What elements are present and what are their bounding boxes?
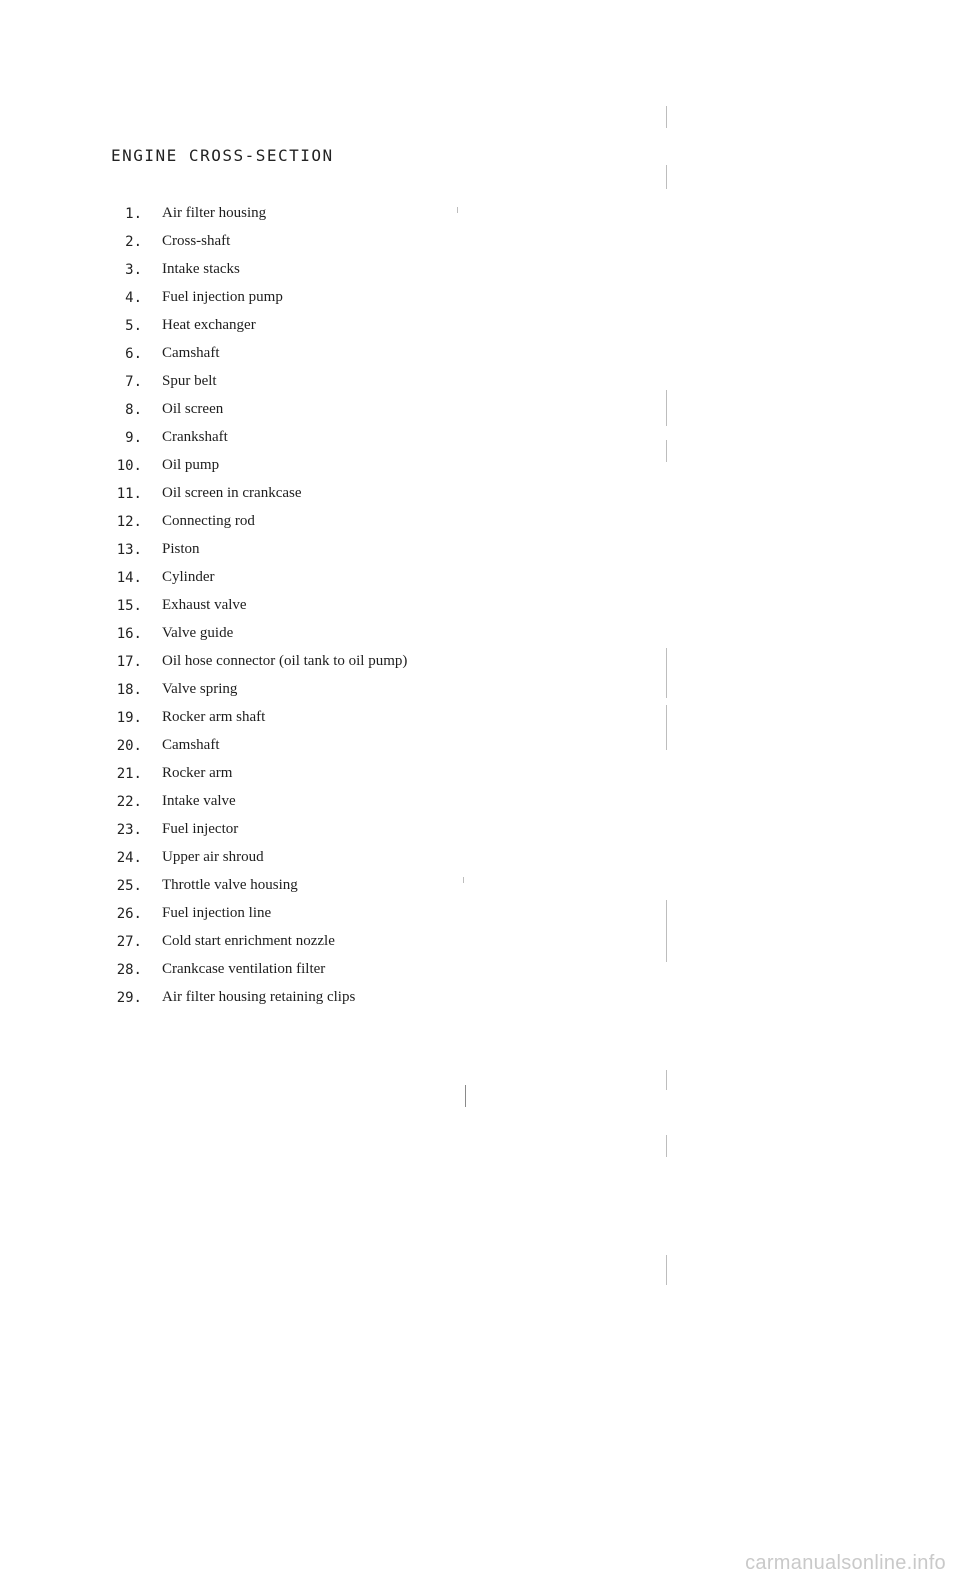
part-number: 2. xyxy=(125,234,142,250)
part-name: Spur belt xyxy=(162,373,217,389)
part-name: Fuel injection pump xyxy=(162,289,283,305)
scan-speck xyxy=(666,165,667,189)
list-item xyxy=(108,567,488,595)
part-name: Oil screen in crankcase xyxy=(162,485,302,501)
part-number: 8. xyxy=(125,402,142,418)
part-name: Valve spring xyxy=(162,681,238,697)
list-item xyxy=(108,399,488,427)
part-number: 1. xyxy=(125,206,142,222)
part-name: Fuel injector xyxy=(162,821,239,837)
part-number: 5. xyxy=(125,318,142,334)
list-item xyxy=(108,231,488,259)
part-name: Air filter housing xyxy=(162,205,267,221)
scan-speck xyxy=(463,877,464,883)
part-number: 20. xyxy=(116,738,142,754)
part-name: Oil screen xyxy=(162,401,224,417)
list-item xyxy=(108,427,488,455)
part-number: 19. xyxy=(116,710,142,726)
list-item xyxy=(108,791,488,819)
scan-speck xyxy=(666,900,667,962)
part-number: 24. xyxy=(116,850,142,866)
part-name: Camshaft xyxy=(162,345,220,361)
part-name: Cold start enrichment nozzle xyxy=(162,933,335,949)
part-name: Fuel injection line xyxy=(162,905,272,921)
list-item xyxy=(108,539,488,567)
list-item xyxy=(108,847,488,875)
list-item xyxy=(108,315,488,343)
part-number: 12. xyxy=(116,514,142,530)
list-item xyxy=(108,707,488,735)
part-name: Valve guide xyxy=(162,625,234,641)
parts-list xyxy=(108,203,488,1015)
part-name: Throttle valve housing xyxy=(162,877,298,893)
list-item xyxy=(108,679,488,707)
part-name: Intake stacks xyxy=(162,261,240,277)
part-name: Oil hose connector (oil tank to oil pump) xyxy=(162,653,408,669)
part-name: Oil pump xyxy=(162,457,220,473)
scan-speck xyxy=(457,207,458,213)
part-number: 25. xyxy=(116,878,142,894)
list-item xyxy=(108,371,488,399)
part-number: 26. xyxy=(116,906,142,922)
part-name: Exhaust valve xyxy=(162,597,247,613)
scan-speck xyxy=(666,390,667,426)
part-number: 21. xyxy=(116,766,142,782)
part-number: 17. xyxy=(116,654,142,670)
part-number: 27. xyxy=(116,934,142,950)
part-number: 11. xyxy=(116,486,142,502)
watermark-text: carmanualsonline.info xyxy=(745,1552,946,1574)
part-name: Cross-shaft xyxy=(162,233,231,249)
part-number: 16. xyxy=(116,626,142,642)
part-name: Heat exchanger xyxy=(162,317,256,333)
part-name: Air filter housing retaining clips xyxy=(162,989,356,1005)
list-item xyxy=(108,875,488,903)
part-name: Intake valve xyxy=(162,793,236,809)
scan-speck xyxy=(666,106,667,128)
scan-speck xyxy=(666,1070,667,1090)
part-number: 9. xyxy=(125,430,142,446)
part-number: 23. xyxy=(116,822,142,838)
list-item xyxy=(108,203,488,231)
scan-speck xyxy=(666,648,667,698)
scan-speck xyxy=(666,705,667,750)
part-name: Cylinder xyxy=(162,569,215,585)
part-number: 10. xyxy=(116,458,142,474)
list-item xyxy=(108,483,488,511)
list-item xyxy=(108,819,488,847)
part-number: 13. xyxy=(116,542,142,558)
part-name: Piston xyxy=(162,541,200,557)
list-item xyxy=(108,511,488,539)
list-item xyxy=(108,987,488,1015)
part-number: 7. xyxy=(125,374,142,390)
scan-speck xyxy=(666,1135,667,1157)
list-item xyxy=(108,455,488,483)
list-item xyxy=(108,735,488,763)
list-item xyxy=(108,903,488,931)
part-number: 22. xyxy=(116,794,142,810)
list-item xyxy=(108,623,488,651)
list-item xyxy=(108,259,488,287)
part-number: 14. xyxy=(116,570,142,586)
scan-speck xyxy=(666,440,667,462)
part-number: 28. xyxy=(116,962,142,978)
part-number: 29. xyxy=(116,990,142,1006)
scan-speck xyxy=(465,1085,466,1107)
part-number: 18. xyxy=(116,682,142,698)
part-number: 15. xyxy=(116,598,142,614)
page-title: ENGINE CROSS-SECTION xyxy=(111,146,334,165)
part-name: Rocker arm shaft xyxy=(162,709,266,725)
part-name: Camshaft xyxy=(162,737,220,753)
list-item xyxy=(108,651,488,679)
part-number: 6. xyxy=(125,346,142,362)
part-name: Upper air shroud xyxy=(162,849,264,865)
list-item xyxy=(108,287,488,315)
list-item xyxy=(108,595,488,623)
part-number: 4. xyxy=(125,290,142,306)
scan-speck xyxy=(666,1255,667,1285)
part-name: Crankshaft xyxy=(162,429,228,445)
list-item xyxy=(108,763,488,791)
part-number: 3. xyxy=(125,262,142,278)
list-item xyxy=(108,343,488,371)
list-item xyxy=(108,959,488,987)
part-name: Crankcase ventilation filter xyxy=(162,961,326,977)
part-name: Connecting rod xyxy=(162,513,255,529)
list-item xyxy=(108,931,488,959)
part-name: Rocker arm xyxy=(162,765,233,781)
